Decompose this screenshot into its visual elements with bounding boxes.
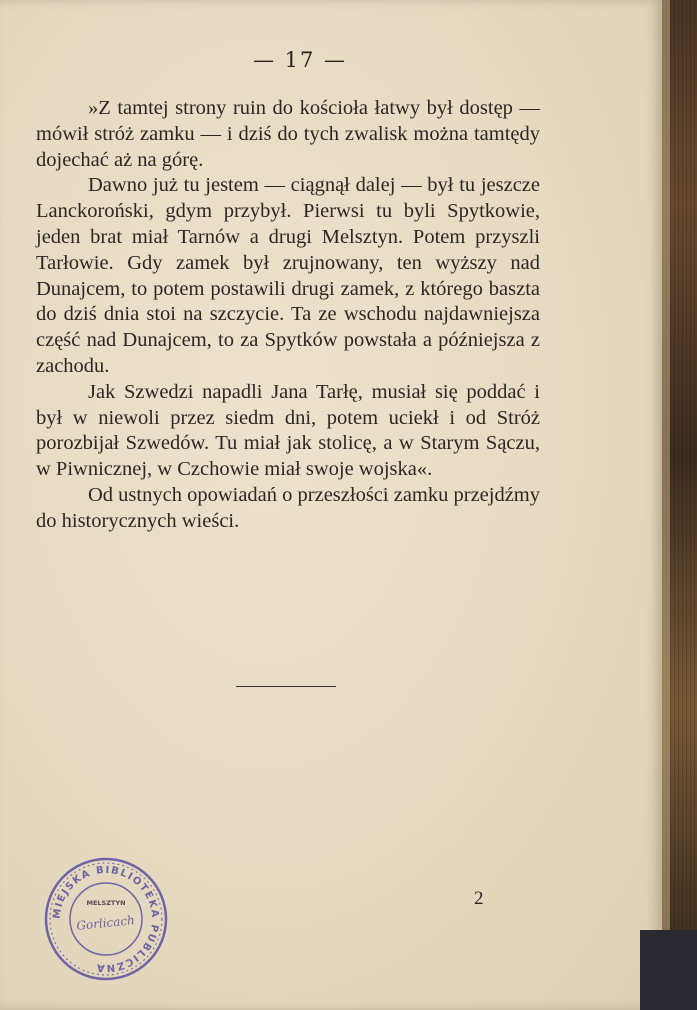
paragraph-2: Dawno już tu jestem — ciągnął dalej — był tu jeszcze Lanckoroński, gdym przybył. Pierwsi tu byli Spytkowie, jeden brat miał Tarnów a drugi Melsztyn. Potem przyszli Tarłowie. Gdy zamek był zrujnowany, ten wyższy nad Dunajcem, to potem postawili drugi zamek, z którego baszta do dziś dnia stoi na szczycie. Ta ze wschodu najdawniejsza część nad Dunajcem, to za Spytków powstała a późniejsza z zachodu. xyxy=(36,174,540,377)
signature-mark: 2 xyxy=(474,888,484,909)
page-number: — 17 — xyxy=(252,48,348,72)
library-stamp xyxy=(42,855,170,983)
section-divider xyxy=(236,686,336,687)
paragraph-3: Jak Szwedzi napadli Jana Tarłę, musiał się poddać i był w niewoli przez siedm dni, potem uciekł i od Stróż porozbijał Szwedów. Tu miał jak stolicę, a w Starym Sączu, w Piwnicznej, w Czchowie miał swoje wojska«. xyxy=(36,380,540,481)
background-corner xyxy=(640,930,697,1010)
stamp-center-top: MELSZTYN xyxy=(86,899,126,907)
paragraph-1: »Z tamtej strony ruin do kościoła łatwy był dostęp — mówił stróż zamku — i dziś do tych zwalisk można tamtędy dojechać aż na górę. xyxy=(36,97,540,171)
body-text xyxy=(36,96,540,535)
paragraph-4: Od ustnych opowiadań o przeszłości zamku przejdźmy do historycznych wieści. xyxy=(36,483,541,532)
stamp-center-hand: Gorlicach xyxy=(75,913,136,934)
stamp-arc-text: MIEJSKA BIBLIOTEKA PUBLICZNA xyxy=(51,864,161,974)
page-edge-highlight xyxy=(662,0,670,1010)
